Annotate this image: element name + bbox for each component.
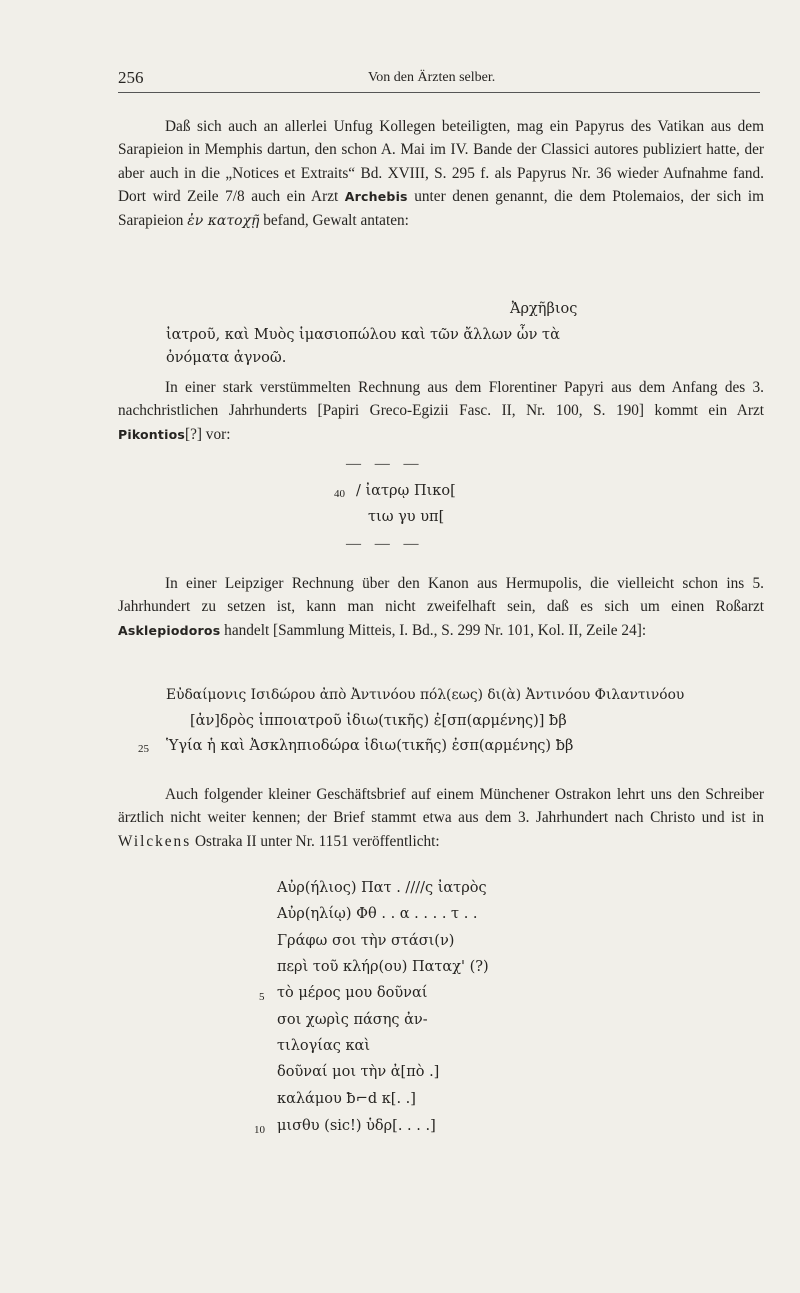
running-title: Von den Ärzten selber. bbox=[368, 70, 496, 85]
greek-quote-line: ἰατροῦ, καὶ Μυὸς ἱμασιοπώλου καὶ τῶν ἄλλων ὧν τὰ bbox=[166, 327, 560, 343]
ostrakon-line: τὸ μέρος μου δοῦναί bbox=[277, 985, 428, 1001]
line-number: 10 bbox=[254, 1124, 265, 1136]
paragraph-leipzig-account: In einer Leipziger Rechnung über den Kanon aus Hermupolis, die vielleicht schon ins 5. Jahrhundert zu setzen ist, kann man nicht zweifelhaft sein, daß es sich um einen Roßarzt Asklepiodoros handelt [Sammlung Mitteis, I. Bd., S. 299 Nr. 101, Kol. II, Zeile 24]: bbox=[118, 575, 764, 639]
ostrakon-line: περὶ τοῦ κλήρ(ου) Παταχ' (?) bbox=[277, 959, 489, 975]
ostrakon-line: τιλογίας καὶ bbox=[277, 1038, 371, 1054]
ostrakon-line: καλάμου ƀ⌐d κ[. .] bbox=[277, 1091, 416, 1107]
ostrakon-line: Αὐρ(ήλιος) Πατ . ////ς ἰατρὸς bbox=[277, 880, 487, 896]
greek-quote-line: Ἀρχῆβιος bbox=[510, 301, 578, 317]
greek-quote-line: / ἰατρῳ Πικο[ bbox=[356, 483, 456, 499]
page-number: 256 bbox=[118, 68, 144, 87]
greek-quote-line: [ἀν]δρὸς ἱπποιατροῦ ἰδιω(τικῆς) ἐ[σπ(αρμένης)] ƀβ bbox=[190, 713, 567, 729]
line-number: 40 bbox=[334, 488, 345, 500]
greek-quote-line: Εὐδαίμονις Ισιδώρου ἀπὸ Ἀντινόου πόλ(εως) δι(ὰ) Ἀντινόου Φιλαντινόου bbox=[166, 687, 685, 703]
name-asklepiodoros: Asklepiodoros bbox=[118, 622, 221, 638]
ostrakon-line: Αὐρ(ηλίῳ) Φθ . . α . . . . τ . . bbox=[277, 906, 478, 922]
line-number: 25 bbox=[138, 743, 149, 755]
greek-phrase: ἐν κατοχῇ bbox=[187, 212, 260, 229]
greek-quote-line: Ὑγία ἡ καὶ Ἀσκληπιοδώρα ἰδιω(τικῆς) ἐσπ(αρμένης) ƀβ bbox=[166, 738, 574, 754]
name-archebis: Archebis bbox=[344, 189, 408, 205]
ostrakon-line: Γράφω σοι τὴν στάσι(ν) bbox=[277, 933, 455, 949]
name-wilckens: Wilckens bbox=[118, 832, 192, 850]
lacuna-dashes: — — — bbox=[346, 536, 424, 552]
paragraph-florentine-papyrus: In einer stark verstümmelten Rechnung aus dem Florentiner Papyri aus dem Anfang des 3. nachchristlichen Jahrhunderts [Papiri Greco-Egizii Fasc. II, Nr. 100, S. 190] kommt ein Arzt Pikontios[?] vor: bbox=[118, 379, 764, 443]
paragraph-munich-ostrakon: Auch folgender kleiner Geschäftsbrief auf einem Münchener Ostrakon lehrt uns den Schreiber ärztlich nicht weiter kennen; der Brief stammt etwa aus dem 3. Jahrhundert nach Christo und ist in Wilckens Ostraka II unter Nr. 1151 veröffentlicht: bbox=[118, 786, 764, 850]
page-header bbox=[118, 68, 760, 93]
lacuna-dashes: — — — bbox=[346, 456, 424, 472]
paragraph-vatican-papyrus: Daß sich auch an allerlei Unfug Kollegen beteiligten, mag ein Papyrus des Vatikan aus dem Sarapieion in Memphis dartun, den schon A. Mai im IV. Bande der Classici autores publiziert hatte, der aber auch in die „Notices et Extraits“ Bd. XVIII, S. 295 f. als Papyrus Nr. 36 wieder Aufnahme fand. Dort wird Zeile 7/8 auch ein Arzt Archebis unter denen genannt, die dem Ptolemaios, der sich im Sarapieion ἐν κατοχῇ befand, Gewalt antaten: bbox=[118, 118, 764, 229]
ostrakon-line: σοι χωρὶς πάσης ἀν- bbox=[277, 1012, 428, 1028]
ostrakon-line: δοῦναί μοι τὴν ἀ[πὸ .] bbox=[277, 1064, 440, 1080]
line-number: 5 bbox=[259, 991, 265, 1003]
greek-quote-line: τιω γυ υπ[ bbox=[368, 509, 445, 525]
greek-quote-line: ὀνόματα ἀγνοῶ. bbox=[166, 350, 287, 366]
name-pikontios: Pikontios bbox=[118, 426, 185, 442]
ostrakon-line: μισθυ (sic!) ὑδρ[. . . .] bbox=[277, 1118, 436, 1134]
